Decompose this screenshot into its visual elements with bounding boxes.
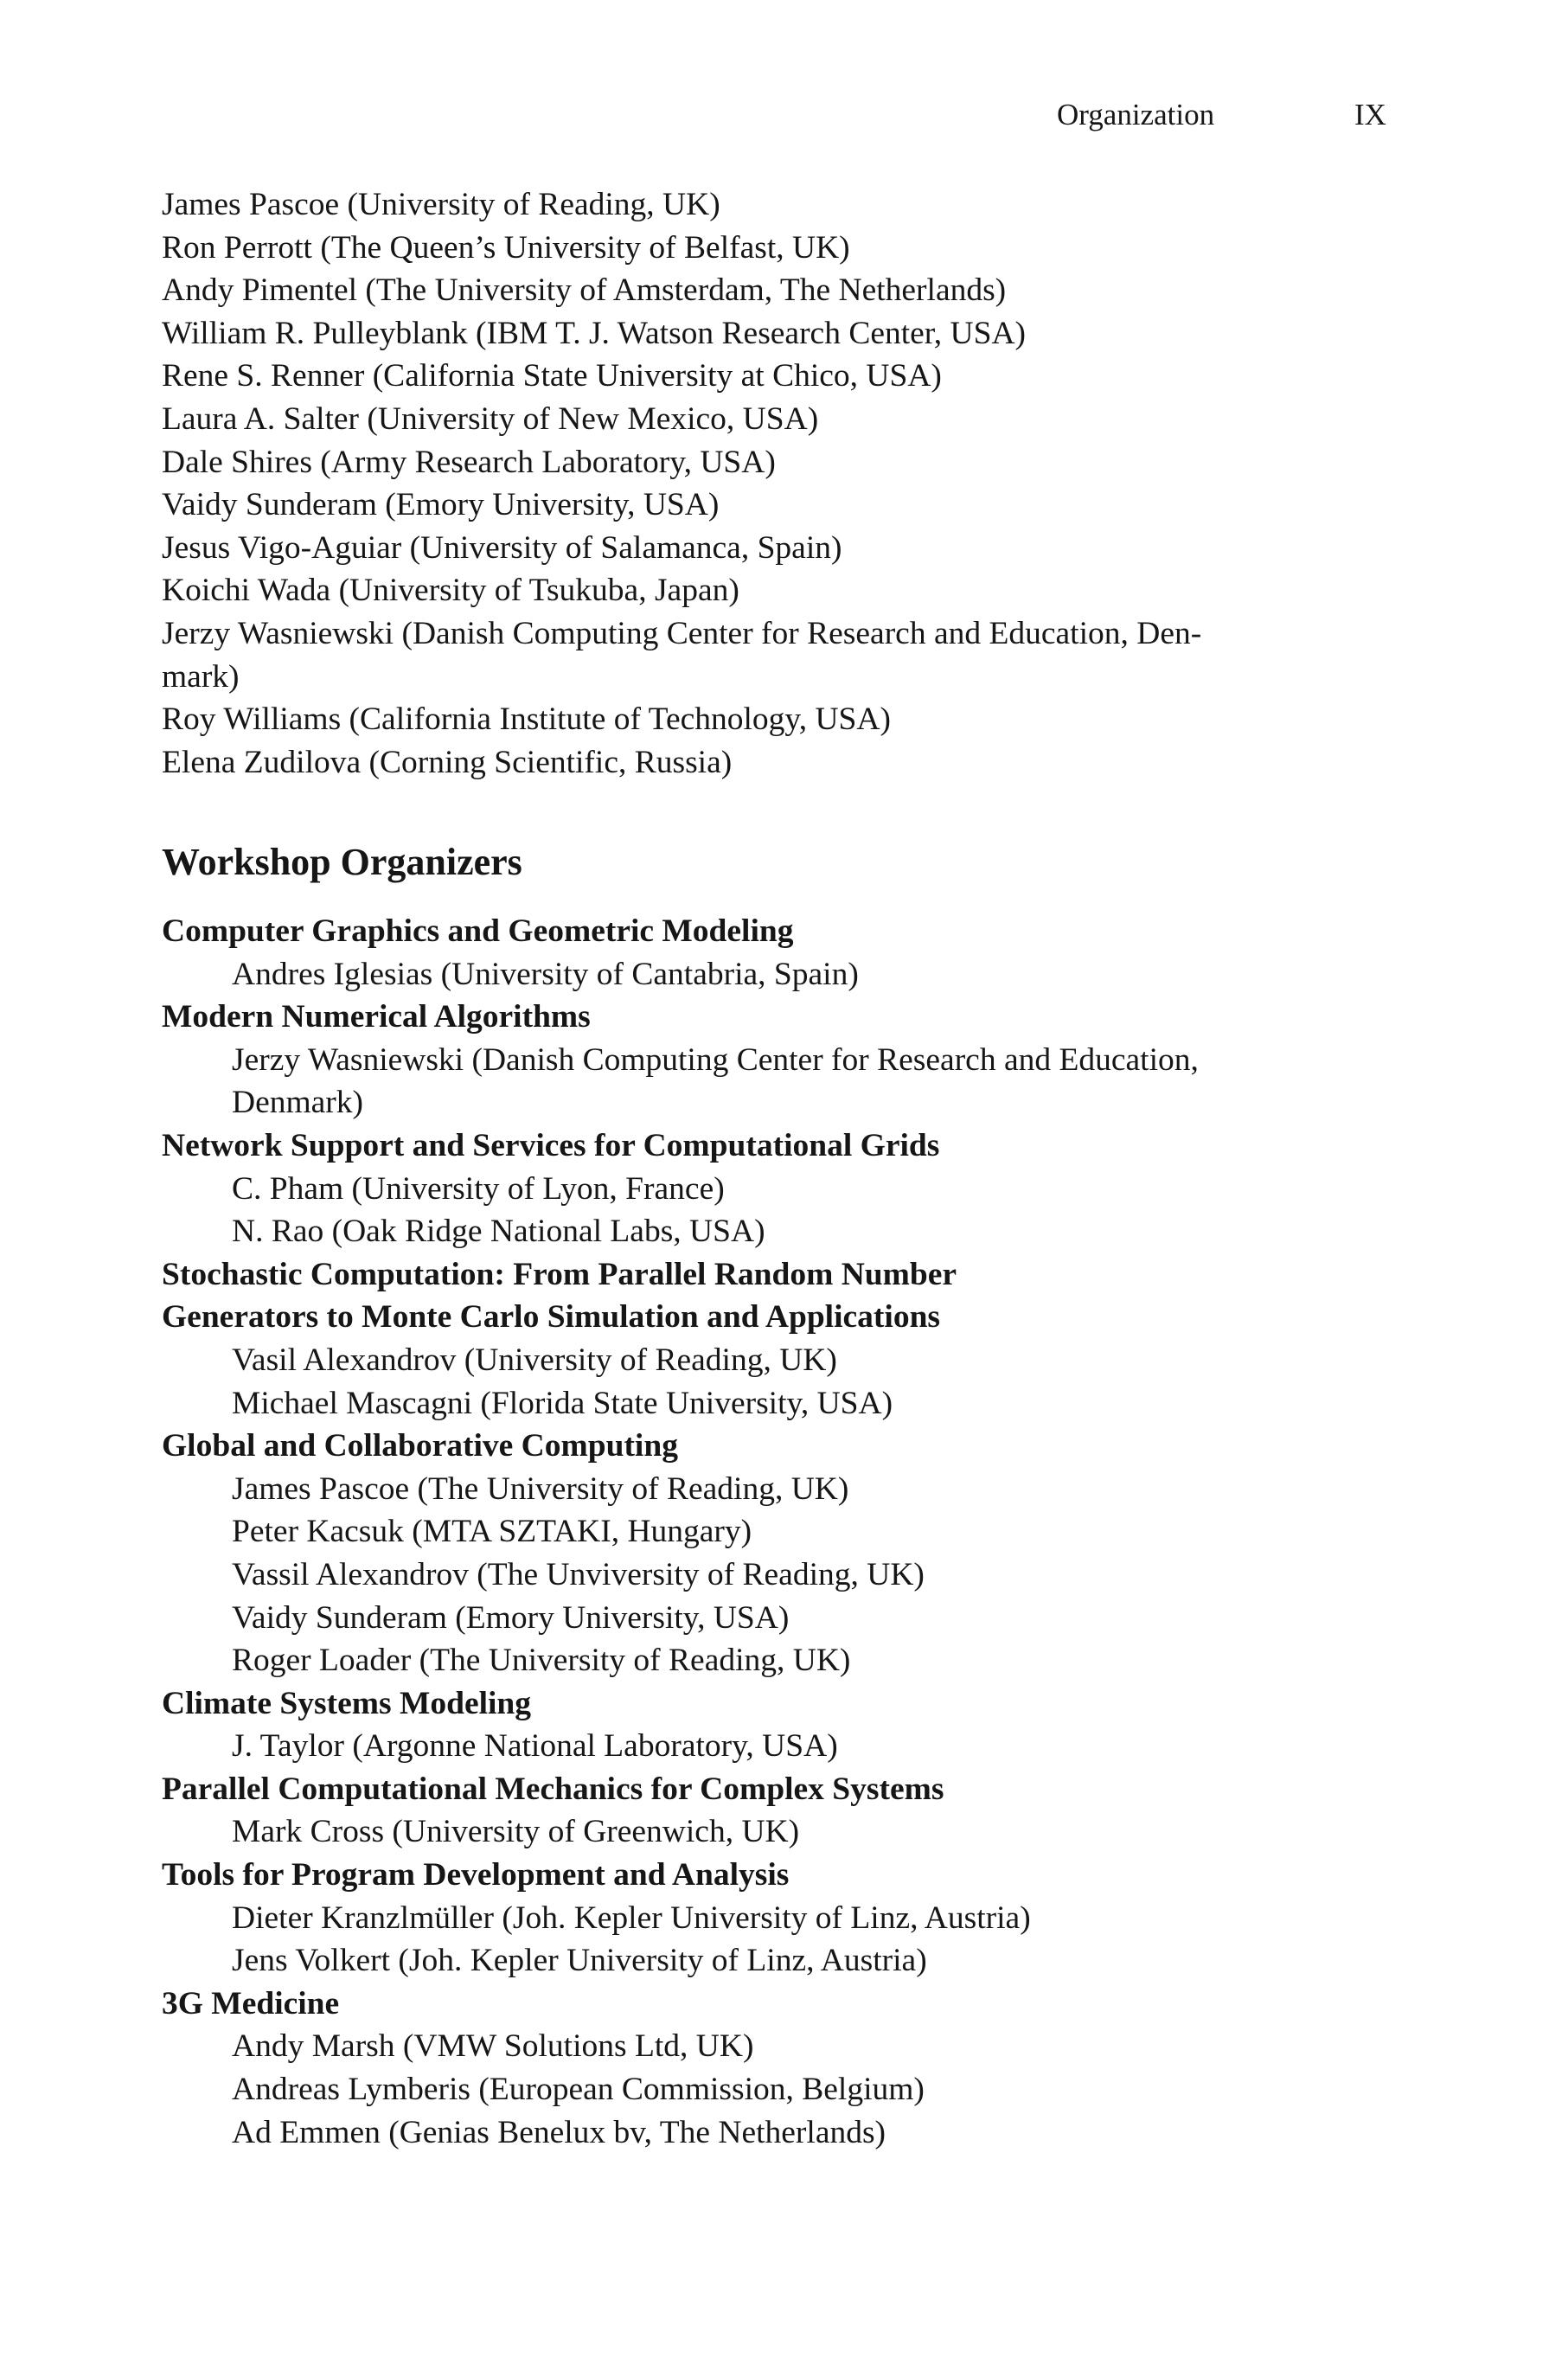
committee-line: James Pascoe (University of Reading, UK)	[162, 187, 720, 222]
workshop-organizers-heading: Workshop Organizers	[162, 841, 522, 883]
workshop-title: Climate Systems Modeling	[162, 1685, 532, 1721]
workshop-title: Tools for Program Development and Analysis	[162, 1857, 790, 1893]
workshop-organizer: Peter Kacsuk (MTA SZTAKI, Hungary)	[232, 1514, 752, 1550]
workshop-organizer: C. Pham (University of Lyon, France)	[232, 1170, 725, 1207]
workshop-organizer: Andy Marsh (VMW Solutions Ltd, UK)	[232, 2028, 754, 2065]
workshop-organizer: Roger Loader (The University of Reading, UK)	[232, 1643, 851, 1679]
workshop-organizer: Vasil Alexandrov (University of Reading, UK)	[232, 1342, 837, 1378]
workshop-organizer: N. Rao (Oak Ridge National Labs, USA)	[232, 1214, 765, 1250]
workshop-organizer: Vassil Alexandrov (The Unviversity of Reading, UK)	[232, 1556, 925, 1592]
workshop-title: Global and Collaborative Computing	[162, 1428, 678, 1464]
committee-line: Dale Shires (Army Research Laboratory, USA)	[162, 444, 776, 480]
committee-line: Elena Zudilova (Corning Scientific, Russia)	[162, 744, 733, 780]
committee-line: Roy Williams (California Institute of Technology, USA)	[162, 702, 891, 738]
running-head	[0, 93, 1568, 137]
workshop-organizer: Andres Iglesias (University of Cantabria, Spain)	[232, 956, 859, 992]
workshop-organizer: Michael Mascagni (Florida State University, USA)	[232, 1385, 893, 1421]
workshop-title: Modern Numerical Algorithms	[162, 999, 591, 1035]
workshop-title: 3G Medicine	[162, 1985, 340, 2021]
workshop-title: Network Support and Services for Computational Grids	[162, 1127, 940, 1163]
committee-line: Ron Perrott (The Queen’s University of Belfast, UK)	[162, 229, 850, 266]
workshop-organizer: J. Taylor (Argonne National Laboratory, USA)	[232, 1728, 838, 1765]
page-number: IX	[1354, 98, 1386, 131]
workshop-list	[162, 910, 1416, 2154]
committee-line: Laura A. Salter (University of New Mexico, USA)	[162, 400, 819, 437]
committee-member-list	[162, 183, 1416, 784]
workshop-organizer: Ad Emmen (Genias Benelux bv, The Netherlands)	[232, 2114, 886, 2150]
workshop-organizer: Dieter Kranzlmüller (Joh. Kepler University of Linz, Austria)	[232, 1900, 1031, 1936]
workshop-organizer: Jerzy Wasniewski (Danish Computing Center for Research and Education,	[232, 1041, 1199, 1078]
workshop-organizer: Jens Volkert (Joh. Kepler University of Linz, Austria)	[232, 1943, 927, 1979]
workshop-organizer: Denmark)	[232, 1085, 364, 1121]
workshop-organizer: James Pascoe (The University of Reading, UK)	[232, 1470, 849, 1507]
workshop-organizer: Mark Cross (University of Greenwich, UK)	[232, 1814, 800, 1850]
committee-line: Jerzy Wasniewski (Danish Computing Center for Research and Education, Den-	[162, 615, 1202, 651]
committee-line: Andy Pimentel (The University of Amsterdam, The Netherlands)	[162, 272, 1007, 309]
committee-line: Koichi Wada (University of Tsukuba, Japan)	[162, 573, 739, 609]
workshop-organizer: Andreas Lymberis (European Commission, Belgium)	[232, 2072, 925, 2108]
committee-line: Vaidy Sunderam (Emory University, USA)	[162, 487, 720, 523]
committee-line: Rene S. Renner (California State University at Chico, USA)	[162, 358, 942, 394]
workshop-organizer: Vaidy Sunderam (Emory University, USA)	[232, 1599, 790, 1636]
committee-line: Jesus Vigo-Aguiar (University of Salamanca, Spain)	[162, 529, 842, 566]
workshop-title: Computer Graphics and Geometric Modeling	[162, 913, 794, 949]
workshop-title: Parallel Computational Mechanics for Complex Systems	[162, 1771, 944, 1807]
running-head-title: Organization	[1057, 98, 1215, 131]
workshop-title: Stochastic Computation: From Parallel Random Number	[162, 1256, 957, 1292]
committee-line: mark)	[162, 658, 240, 695]
committee-line: William R. Pulleyblank (IBM T. J. Watson Research Center, USA)	[162, 315, 1027, 351]
workshop-title: Generators to Monte Carlo Simulation and Applications	[162, 1299, 941, 1336]
